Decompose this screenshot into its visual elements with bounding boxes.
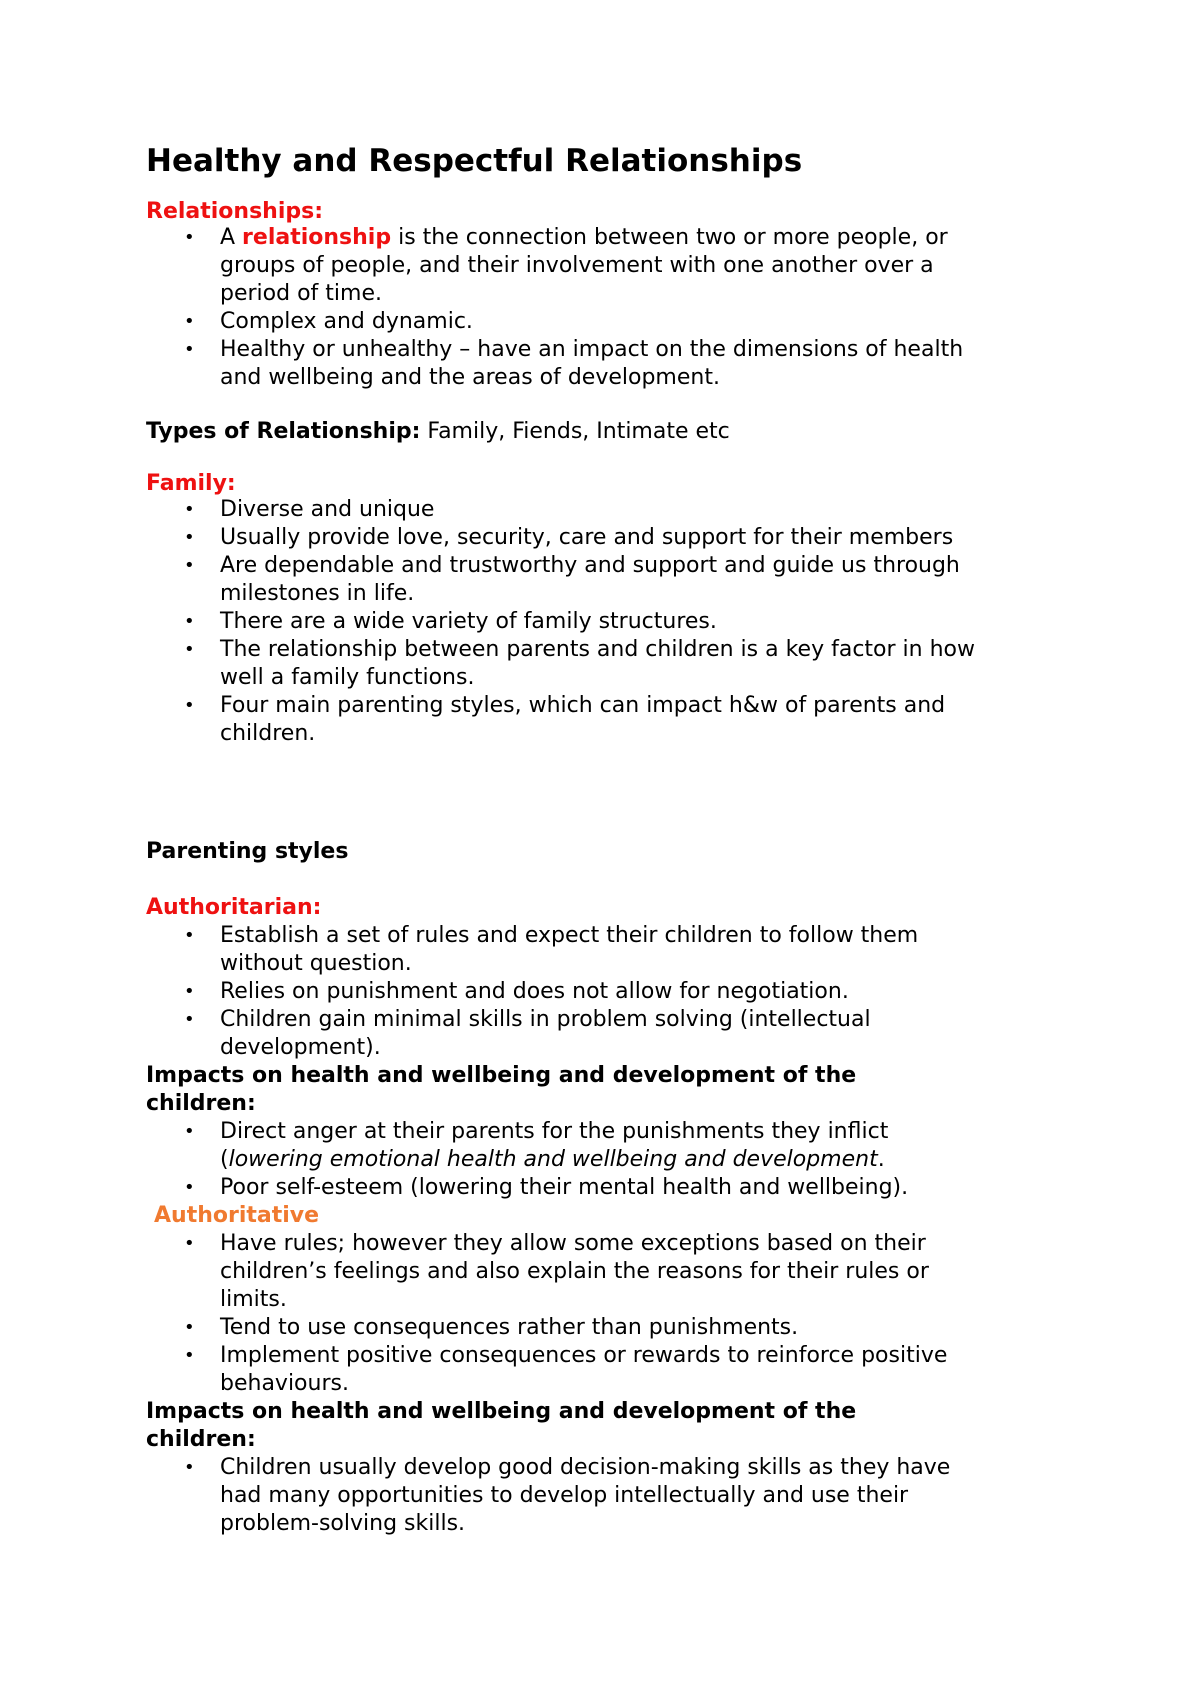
authoritative-impact-1-cont: had many opportunities to develop intellectually and use their xyxy=(220,1483,909,1508)
authoritarian-impacts-heading: Impacts on health and wellbeing and development of the xyxy=(146,1063,857,1088)
authoritative-bullet-3-cont: behaviours. xyxy=(220,1371,349,1396)
bullet-text: The relationship between parents and children is a key factor in how xyxy=(220,637,975,662)
bullet-icon: • xyxy=(184,639,195,660)
bullet-icon: • xyxy=(184,499,195,520)
bullet-icon: • xyxy=(184,1233,195,1254)
relationships-heading: Relationships: xyxy=(146,199,324,224)
authoritarian-bullet-3-cont: development). xyxy=(220,1035,381,1060)
bullet-text: Diverse and unique xyxy=(220,497,435,522)
types-label: Types of Relationship: xyxy=(146,419,421,444)
authoritative-impacts-heading-cont: children: xyxy=(146,1427,256,1452)
bullet-icon: • xyxy=(184,925,195,946)
bullet-text: Poor self-esteem (lowering their mental health and wellbeing). xyxy=(220,1175,909,1200)
bullet-icon: • xyxy=(184,1009,195,1030)
bullet-text: Tend to use consequences rather than punishments. xyxy=(220,1315,799,1340)
parenting-styles-heading: Parenting styles xyxy=(146,839,349,864)
bullet-icon: • xyxy=(184,311,195,332)
bullet-text: Four main parenting styles, which can impact h&w of parents and xyxy=(220,693,946,718)
bullet-icon: • xyxy=(184,611,195,632)
bullet-text: A xyxy=(220,225,243,250)
types-of-relationship xyxy=(146,418,730,446)
authoritative-impacts-heading: Impacts on health and wellbeing and development of the xyxy=(146,1399,857,1424)
bullet-text: Establish a set of rules and expect their children to follow them xyxy=(220,923,919,948)
authoritative-impact-1-cont: problem-solving skills. xyxy=(220,1511,466,1536)
bullet-icon: • xyxy=(184,695,195,716)
authoritative-bullet-1-cont: children’s feelings and also explain the reasons for their rules or xyxy=(220,1259,929,1284)
document-title: Healthy and Respectful Relationships xyxy=(146,143,803,179)
authoritarian-heading: Authoritarian: xyxy=(146,895,322,920)
bullet-icon: • xyxy=(184,527,195,548)
authoritative-heading: Authoritative xyxy=(154,1203,320,1228)
bullet-icon: • xyxy=(184,1317,195,1338)
family-bullet-6-cont: children. xyxy=(220,721,316,746)
bullet-icon: • xyxy=(184,1177,195,1198)
bullet-text: Usually provide love, security, care and support for their members xyxy=(220,525,954,550)
family-heading: Family: xyxy=(146,471,236,496)
bullet-icon: • xyxy=(184,981,195,1002)
bullet-text: is the connection between two or more people, or xyxy=(391,225,948,250)
bullet-text: Children usually develop good decision-making skills as they have xyxy=(220,1455,951,1480)
relationships-bullet-1-cont: groups of people, and their involvement with one another over a xyxy=(220,253,934,278)
relationship-keyword: relationship xyxy=(242,225,392,250)
bullet-text: Complex and dynamic. xyxy=(220,309,473,334)
bullet-text: Direct anger at their parents for the punishments they inflict xyxy=(220,1119,889,1144)
relationships-bullet-3-cont: and wellbeing and the areas of development. xyxy=(220,365,720,390)
authoritative-bullet-1-cont: limits. xyxy=(220,1287,287,1312)
relationships-bullet-1-cont: period of time. xyxy=(220,281,382,306)
types-value: Family, Fiends, Intimate etc xyxy=(420,419,730,444)
bullet-icon: • xyxy=(184,555,195,576)
impact-text: ( xyxy=(220,1147,229,1172)
bullet-text: There are a wide variety of family structures. xyxy=(220,609,717,634)
bullet-icon: • xyxy=(184,339,195,360)
impact-italic-text: lowering emotional health and wellbeing and development xyxy=(228,1147,878,1172)
authoritarian-impact-1-cont xyxy=(220,1146,885,1174)
authoritarian-impacts-heading-cont: children: xyxy=(146,1091,256,1116)
bullet-text: Implement positive consequences or rewards to reinforce positive xyxy=(220,1343,948,1368)
family-bullet-3-cont: milestones in life. xyxy=(220,581,415,606)
bullet-text: Children gain minimal skills in problem solving (intellectual xyxy=(220,1007,871,1032)
bullet-icon: • xyxy=(184,1121,195,1142)
impact-text: . xyxy=(877,1147,885,1172)
bullet-text: Relies on punishment and does not allow for negotiation. xyxy=(220,979,849,1004)
authoritarian-bullet-1-cont: without question. xyxy=(220,951,412,976)
bullet-text: Are dependable and trustworthy and support and guide us through xyxy=(220,553,960,578)
bullet-text: Have rules; however they allow some exceptions based on their xyxy=(220,1231,926,1256)
family-bullet-5-cont: well a family functions. xyxy=(220,665,475,690)
bullet-icon: • xyxy=(184,227,195,248)
bullet-icon: • xyxy=(184,1345,195,1366)
bullet-icon: • xyxy=(184,1457,195,1478)
bullet-text: Healthy or unhealthy – have an impact on the dimensions of health xyxy=(220,337,964,362)
